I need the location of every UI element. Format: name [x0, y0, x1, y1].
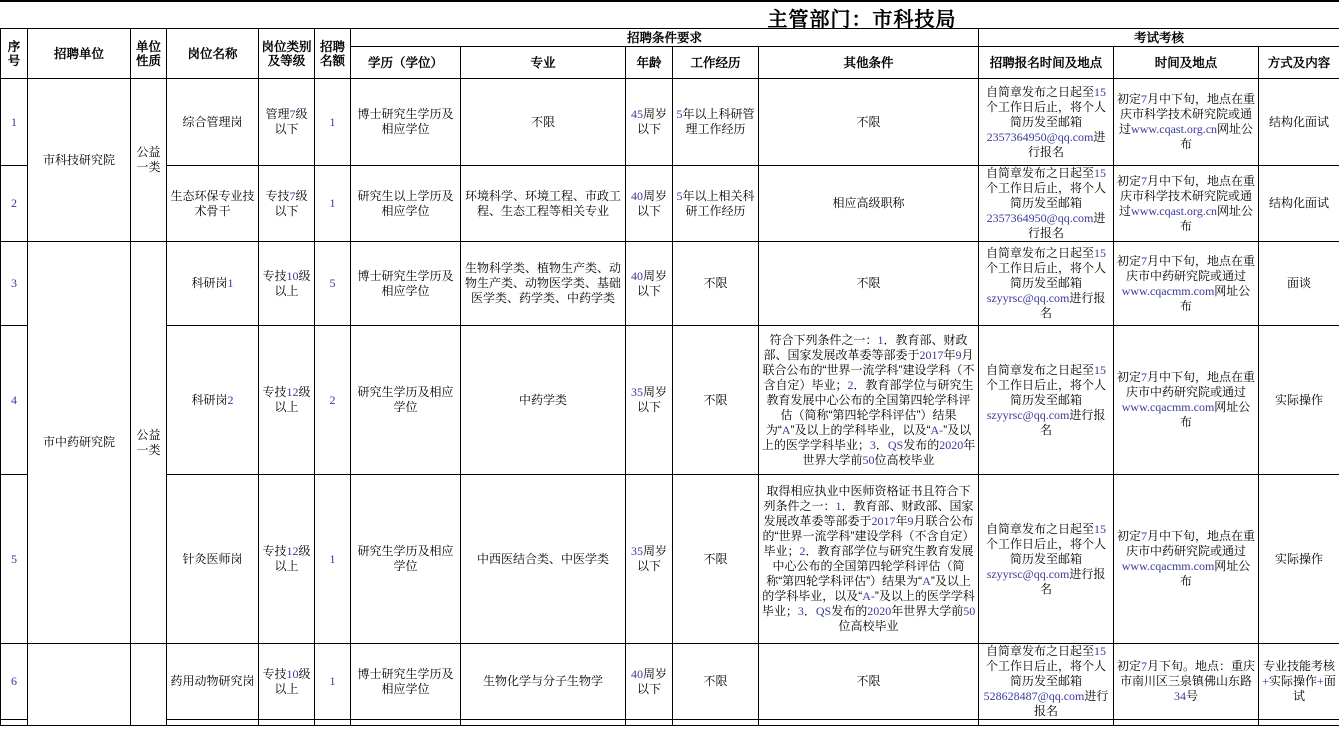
cell-major: 不限	[461, 79, 626, 166]
col-header-post-name: 岗位名称	[167, 29, 259, 79]
cell-other-conditions: 符合下列条件之一：1．教育部、财政部、国家发展改革委等部委于2017年9月联合公布的“世界一流学科”建设学科（不含自定）毕业；2．教育部学位与研究生教育发展中心公布的全国第四轮学科评估（简称“第四轮学科评估”）结果为“A”及以上的学科毕业，以及“A-”及以上的医学学科毕业；3．QS发布的2020年世界大学前50位高校毕业	[759, 326, 979, 475]
cell-experience: 5年以上科研管理工作经历	[673, 79, 759, 166]
cell-quota: 1	[315, 79, 351, 166]
cell-exam-method: 专业技能考核+实际操作+面试	[1259, 644, 1339, 720]
cell-other-conditions: 不限	[759, 644, 979, 720]
page-title: 主管部门：市科技局	[767, 9, 957, 31]
col-header-quota: 招聘名额	[315, 29, 351, 79]
cell-seq: 5	[1, 475, 28, 644]
cell-unit-nature	[131, 644, 167, 726]
group-header-exam: 考试考核	[979, 29, 1339, 47]
table-row-partial	[1, 720, 1339, 726]
cell-post-name: 生态环保专业技术骨干	[167, 166, 259, 242]
cell-major: 环境科学、环境工程、市政工程、生态工程等相关专业	[461, 166, 626, 242]
cell-education	[351, 720, 461, 726]
cell-seq: 2	[1, 166, 28, 242]
col-header-post-level: 岗位类别及等级	[259, 29, 315, 79]
cell-exam-method: 结构化面试	[1259, 79, 1339, 166]
cell-exam-time-place	[1114, 720, 1259, 726]
cell-age: 45周岁以下	[626, 79, 673, 166]
cell-other-conditions: 不限	[759, 242, 979, 326]
cell-quota: 1	[315, 644, 351, 720]
group-header-recruit-conditions: 招聘条件要求	[351, 29, 979, 47]
cell-exam-method: 面谈	[1259, 242, 1339, 326]
cell-apply-time-place: 自简章发布之日起至15个工作日后止，将个人简历发至邮箱szyyrsc@qq.com进行报名	[979, 326, 1114, 475]
cell-education: 研究生以上学历及相应学位	[351, 166, 461, 242]
cell-seq	[1, 720, 28, 726]
table-row	[1, 79, 1339, 166]
cell-exam-time-place: 初定7月中下旬，地点在重庆市科学技术研究院或通过www.cqast.org.cn网址公布	[1114, 166, 1259, 242]
cell-unit-nature: 公益一类	[131, 79, 167, 242]
cell-education: 博士研究生学历及相应学位	[351, 644, 461, 720]
cell-unit: 市科技研究院	[28, 79, 131, 242]
table-row	[1, 326, 1339, 475]
cell-major: 中药学类	[461, 326, 626, 475]
cell-apply-time-place: 自简章发布之日起至15个工作日后止，将个人简历发至邮箱szyyrsc@qq.com进行报名	[979, 242, 1114, 326]
cell-post-name: 科研岗1	[167, 242, 259, 326]
col-header-other-conditions: 其他条件	[759, 47, 979, 79]
cell-post-name: 药用动物研究岗	[167, 644, 259, 720]
cell-post-level: 专技12级以上	[259, 326, 315, 475]
table-row	[1, 242, 1339, 326]
cell-age: 40周岁以下	[626, 242, 673, 326]
cell-apply-time-place: 自简章发布之日起至15个工作日后止，将个人简历发至邮箱528628487@qq.com进行报名	[979, 644, 1114, 720]
cell-unit	[28, 644, 131, 726]
cell-apply-time-place: 自简章发布之日起至15个工作日后止，将个人简历发至邮箱szyyrsc@qq.com进行报名	[979, 475, 1114, 644]
cell-major	[461, 720, 626, 726]
cell-post-level: 专技10级以上	[259, 242, 315, 326]
cell-education: 博士研究生学历及相应学位	[351, 79, 461, 166]
cell-major: 生物化学与分子生物学	[461, 644, 626, 720]
col-header-exam-time-place: 时间及地点	[1114, 47, 1259, 79]
cell-unit-nature: 公益一类	[131, 242, 167, 644]
table-row	[1, 166, 1339, 242]
cell-quota: 5	[315, 242, 351, 326]
cell-experience: 不限	[673, 644, 759, 720]
cell-exam-method: 结构化面试	[1259, 166, 1339, 242]
table-row	[1, 475, 1339, 644]
recruitment-table	[0, 28, 1339, 726]
cell-post-name: 科研岗2	[167, 326, 259, 475]
cell-apply-time-place: 自简章发布之日起至15个工作日后止，将个人简历发至邮箱2357364950@qq.com进行报名	[979, 166, 1114, 242]
cell-other-conditions: 相应高级职称	[759, 166, 979, 242]
cell-exam-method	[1259, 720, 1339, 726]
cell-quota: 1	[315, 475, 351, 644]
cell-exam-time-place: 初定7月中下旬，地点在重庆市科学技术研究院或通过www.cqast.org.cn网址公布	[1114, 79, 1259, 166]
cell-other-conditions: 不限	[759, 79, 979, 166]
cell-age: 40周岁以下	[626, 166, 673, 242]
cell-quota: 1	[315, 166, 351, 242]
cell-exam-time-place: 初定7月中下旬，地点在重庆市中药研究院或通过www.cqacmm.com网址公布	[1114, 242, 1259, 326]
cell-seq: 4	[1, 326, 28, 475]
cell-other-conditions	[759, 720, 979, 726]
cell-experience	[673, 720, 759, 726]
cell-exam-method: 实际操作	[1259, 326, 1339, 475]
cell-experience: 不限	[673, 475, 759, 644]
cell-post-level	[259, 720, 315, 726]
col-header-unit-nature: 单位性质	[131, 29, 167, 79]
cell-experience: 不限	[673, 242, 759, 326]
cell-other-conditions: 取得相应执业中医师资格证书且符合下列条件之一：1．教育部、财政部、国家发展改革委等部委于2017年9月联合公布的“世界一流学科”建设学科（不含自定）毕业；2．教育部学位与研究生教育发展中心公布的全国第四轮学科评估（简称“第四轮学科评估”）结果为“A”及以上的学科毕业，以及“A-”及以上的医学学科毕业；3．QS发布的2020年世界大学前50位高校毕业	[759, 475, 979, 644]
cell-post-level: 专技12级以上	[259, 475, 315, 644]
cell-post-name: 针灸医师岗	[167, 475, 259, 644]
col-header-apply-time-place: 招聘报名时间及地点	[979, 47, 1114, 79]
col-header-exam-method: 方式及内容	[1259, 47, 1339, 79]
col-header-experience: 工作经历	[673, 47, 759, 79]
cell-exam-time-place: 初定7月中下旬，地点在重庆市中药研究院或通过www.cqacmm.com网址公布	[1114, 326, 1259, 475]
col-header-seq: 序号	[1, 29, 28, 79]
cell-major: 中西医结合类、中医学类	[461, 475, 626, 644]
cell-apply-time-place: 自简章发布之日起至15个工作日后止，将个人简历发至邮箱2357364950@qq.com进行报名	[979, 79, 1114, 166]
cell-age	[626, 720, 673, 726]
cell-seq: 1	[1, 79, 28, 166]
cell-quota	[315, 720, 351, 726]
cell-exam-time-place: 初定7月中下旬，地点在重庆市中药研究院或通过www.cqacmm.com网址公布	[1114, 475, 1259, 644]
table-row	[1, 644, 1339, 720]
cell-post-level: 专技10级以上	[259, 644, 315, 720]
cell-exam-method: 实际操作	[1259, 475, 1339, 644]
cell-exam-time-place: 初定7月下旬。地点：重庆市南川区三泉镇佛山东路34号	[1114, 644, 1259, 720]
col-header-major: 专业	[461, 47, 626, 79]
col-header-education: 学历（学位）	[351, 47, 461, 79]
cell-post-level: 管理7级以下	[259, 79, 315, 166]
cell-major: 生物科学类、植物生产类、动物生产类、动物医学类、基础医学类、药学类、中药学类	[461, 242, 626, 326]
cell-education: 研究生学历及相应学位	[351, 475, 461, 644]
cell-seq: 3	[1, 242, 28, 326]
cell-post-level: 专技7级以下	[259, 166, 315, 242]
cell-quota: 2	[315, 326, 351, 475]
col-header-unit: 招聘单位	[28, 29, 131, 79]
col-header-age: 年龄	[626, 47, 673, 79]
cell-education: 博士研究生学历及相应学位	[351, 242, 461, 326]
cell-apply-time-place	[979, 720, 1114, 726]
cell-education: 研究生学历及相应学位	[351, 326, 461, 475]
cell-experience: 5年以上相关科研工作经历	[673, 166, 759, 242]
cell-age: 40周岁以下	[626, 644, 673, 720]
cell-post-name: 综合管理岗	[167, 79, 259, 166]
title-band	[0, 2, 1339, 31]
cell-age: 35周岁以下	[626, 326, 673, 475]
cell-unit: 市中药研究院	[28, 242, 131, 644]
cell-experience: 不限	[673, 326, 759, 475]
cell-post-name	[167, 720, 259, 726]
cell-seq: 6	[1, 644, 28, 720]
cell-age: 35周岁以下	[626, 475, 673, 644]
